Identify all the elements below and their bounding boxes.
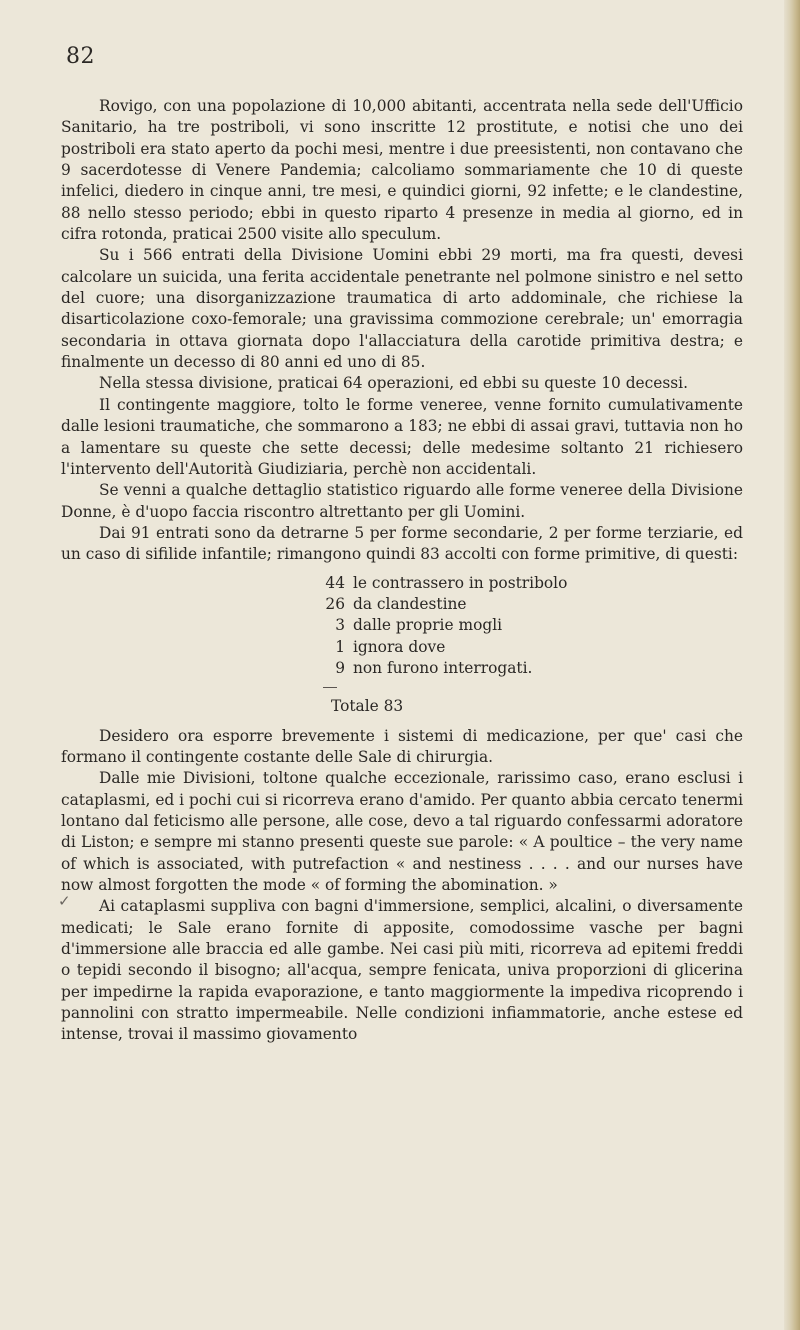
paragraph-cataplasms: Dalle mie Divisioni, toltone qualche eccezionale, rarissimo caso, erano esclusi i cataplasmi, ed i pochi cui si ricorreva erano d'amido. Per quanto abbia cercato tenermi lontano dal feticismo alle persone, alle cose, devo a tal riguardo confessarmi adoratore di Liston; e sempre mi stanno presenti queste sue parole: « A poultice – the very name of which is associated, with putrefaction « and nestiness . . . . and our nurses have now almost forgotten the mode « of forming the abomination. » [61,769,743,895]
paragraph-contingent: Il contingente maggiore, tolto le forme veneree, venne fornito cumulativamente dalle lesioni traumatiche, che sommarono a 183; ne ebbi di assai gravi, tuttavia non ho a lamentare su queste che sette decessi; delle medesime soltanto 21 richiesero l'intervento dell'Autorità Giudiziaria, perchè non accidentali. [61,395,743,478]
table-row [323,573,743,594]
table-total: Totale 83 [331,697,404,716]
paragraph-venereal-women: Se venni a qualche dettaglio statistico riguardo alle forme veneree della Divisione Donne, è d'uopo faccia riscontro altrettanto per gli Uomini. [61,481,743,521]
row-count: 1 [335,637,345,656]
page-number: 82 [66,44,95,69]
row-count: 3 [335,616,345,635]
row-count: 9 [335,658,345,677]
row-label: ignora dove [353,637,446,656]
row-label: da clandestine [353,594,467,613]
body-text [61,96,743,1046]
row-label: non furono interrogati. [353,658,533,677]
paragraph-operations: Nella stessa divisione, praticai 64 operazioni, ed ebbi su queste 10 decessi. [99,374,688,393]
paragraph-baths: Ai cataplasmi suppliva con bagni d'immersione, semplici, alcalini, o diversamente medicati; le Sale erano fornite di apposite, comodossime vasche per bagni d'immersione alle braccia ed alle gambe. Nei casi più miti, ricorreva ad epitemi freddi o tepidi secondo il bisogno; all'acqua, sempre fenicata, univa proporzioni di glicerina per impedirne la rapida evaporazione, e tanto maggiormente la impediva ricoprendo i pannolini con stratto impermeabile. Nelle condizioni infiammatorie, anche estese ed intense, trovai il massimo giovamento [61,897,743,1044]
paragraph-entries: Dai 91 entrati sono da detrarne 5 per forme secondarie, 2 per forme terziarie, ed un caso di sifilide infantile; rimangono quindi 83 accolti con forme primitive, di questi: [61,523,743,564]
paragraph-medication: Desidero ora esporre brevemente i sistemi di medicazione, per que' casi che formano il contingente costante delle Sale di chirurgia. [61,726,743,766]
table-row [323,594,743,615]
row-count: 44 [325,573,345,592]
row-label: dalle proprie mogli [353,616,503,635]
table-row [323,658,743,679]
row-count: 26 [325,594,345,613]
row-label: le contrassero in postribolo [353,573,568,592]
sum-rule [323,687,337,688]
paragraph-division-uomini: Su i 566 entrati della Divisione Uomini ebbi 29 morti, ma fra questi, devesi calcolare un suicida, una ferita accidentale penetrante nel polmone sinistro e nel setto del cuore; una disorganizzazione traumatica di arto addominale, che richiese la disarticolazione coxo-femorale; una gravissima commozione cerebrale; un' emorragia secondaria in ottava giornata dopo l'allacciatura della carotide primitiva destra; e finalmente un decesso di 80 anni ed uno di 85. [61,246,743,372]
contagion-table [323,573,743,680]
page-edge [784,0,800,1330]
table-row [323,637,743,658]
margin-pencil-mark: ✓ [58,892,71,910]
table-row [323,615,743,636]
paragraph-rovigo: Rovigo, con una popolazione di 10,000 abitanti, accentrata nella sede dell'Ufficio Sanitario, ha tre postriboli, vi sono inscritte 12 prostitute, e notisi che uno dei postriboli era stato aperto da pochi mesi, mentre i due preesistenti, non contavano che 9 sacerdotesse di Venere Pandemia; calcoliamo sommariamente che 10 di queste infelici, diedero in cinque anni, tre mesi, e quindici giorni, 92 infette; e le clandestine, 88 nello stesso periodo; ebbi in questo riparto 4 presenze in media al giorno, ed in cifra rotonda, praticai 2500 visite allo speculum. [61,97,743,244]
